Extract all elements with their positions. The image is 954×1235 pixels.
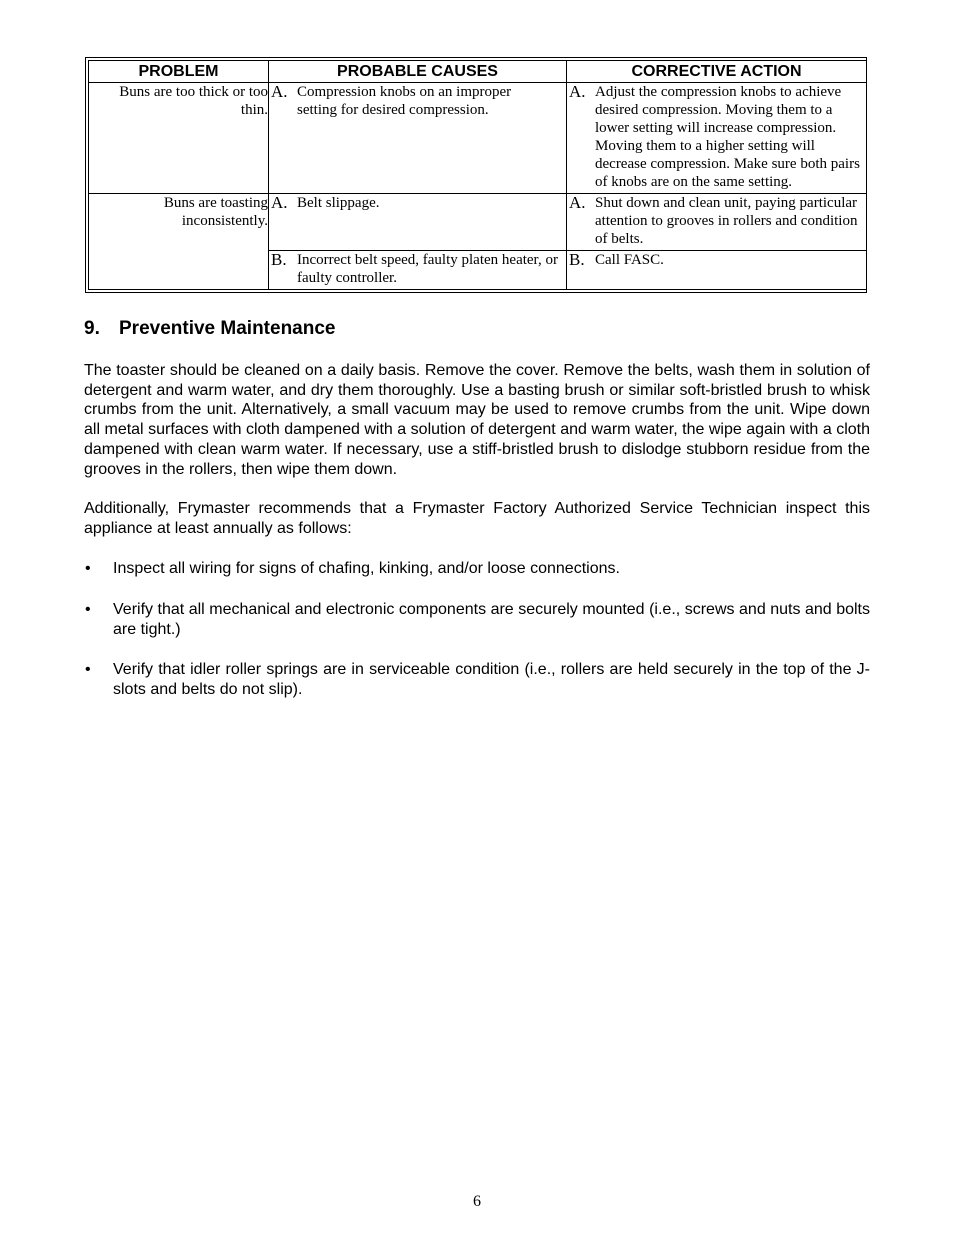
paragraph: Additionally, Frymaster recommends that a Frymaster Factory Authorized Service Technician inspect this appliance at least annually as follows:	[84, 500, 870, 537]
action-letter: A.	[569, 82, 586, 101]
action-entry	[567, 83, 866, 191]
cause-entry	[269, 194, 566, 212]
cause-cell	[269, 194, 567, 251]
table-row	[89, 83, 867, 194]
list-item-text: Verify that all mechanical and electronic components are securely mounted (i.e., screws and nuts and bolts are tight.)	[113, 601, 870, 638]
problem-cell	[89, 83, 269, 194]
cause-cell	[269, 83, 567, 194]
cause-letter: A.	[271, 82, 288, 101]
list-item-text: Inspect all wiring for signs of chafing, kinking, and/or loose connections.	[113, 560, 620, 577]
action-entry	[567, 251, 866, 269]
action-text: Adjust the compression knobs to achieve desired compression. Moving them to a lower setting will increase compression. Moving them to a higher setting will decrease compression. Make sure both pairs of knobs are on the same setting.	[595, 84, 860, 190]
action-cell	[567, 194, 867, 251]
action-entry	[567, 194, 866, 248]
paragraph: The toaster should be cleaned on a daily basis. Remove the cover. Remove the belts, wash them in solution of detergent and warm water, and dry them thoroughly. Use a basting brush or similar soft-bristled brush to whisk crumbs from the unit. Alternatively, a small vacuum may be used to remove crumbs from the unit. Wipe down all metal surfaces with cloth dampened with a solution of detergent and warm water, the wipe again with a cloth dampened with clean warm water. If necessary, use a stiff-bristled brush to dislodge stubborn residue from the grooves in the rollers, then wipe them down.	[84, 362, 870, 478]
paragraph-block	[84, 361, 870, 479]
header-probable-causes: PROBABLE CAUSES	[269, 61, 567, 83]
list-item	[84, 660, 870, 699]
section-title: Preventive Maintenance	[119, 318, 336, 339]
list-item	[84, 559, 870, 579]
action-letter: B.	[569, 250, 585, 269]
action-letter: A.	[569, 193, 586, 212]
page-number: 6	[473, 1193, 481, 1210]
bullet-icon: •	[85, 661, 91, 678]
cause-entry	[269, 83, 566, 119]
action-cell	[567, 83, 867, 194]
cause-letter: A.	[271, 193, 288, 212]
list-item	[84, 600, 870, 639]
troubleshooting-grid	[88, 60, 867, 290]
cause-letter: B.	[271, 250, 287, 269]
problem-cell	[89, 194, 269, 290]
cause-entry	[269, 251, 566, 287]
action-cell	[567, 251, 867, 290]
table-row	[89, 194, 867, 251]
header-problem: PROBLEM	[89, 61, 269, 83]
problem-text: Buns are toasting inconsistently.	[163, 195, 268, 229]
section-heading	[84, 318, 335, 340]
troubleshooting-table	[85, 57, 867, 293]
problem-text: Buns are too thick or too thin.	[119, 84, 268, 118]
list-item-text: Verify that idler roller springs are in serviceable condition (i.e., rollers are held securely in the top of the J-slots and belts do not slip).	[113, 661, 870, 698]
header-corrective-action: CORRECTIVE ACTION	[567, 61, 867, 83]
cause-text: Compression knobs on an improper setting for desired compression.	[297, 84, 512, 118]
bullet-icon: •	[85, 601, 91, 618]
paragraph-block	[84, 499, 870, 538]
section-number: 9.	[84, 318, 100, 339]
cause-text: Belt slippage.	[297, 195, 380, 211]
cause-cell	[269, 251, 567, 290]
bullet-icon: •	[85, 560, 91, 577]
cause-text: Incorrect belt speed, faulty platen heater, or faulty controller.	[297, 252, 558, 286]
action-text: Call FASC.	[595, 252, 664, 268]
action-text: Shut down and clean unit, paying particular attention to grooves in rollers and condition of belts.	[595, 195, 858, 247]
table-header-row	[89, 61, 867, 83]
